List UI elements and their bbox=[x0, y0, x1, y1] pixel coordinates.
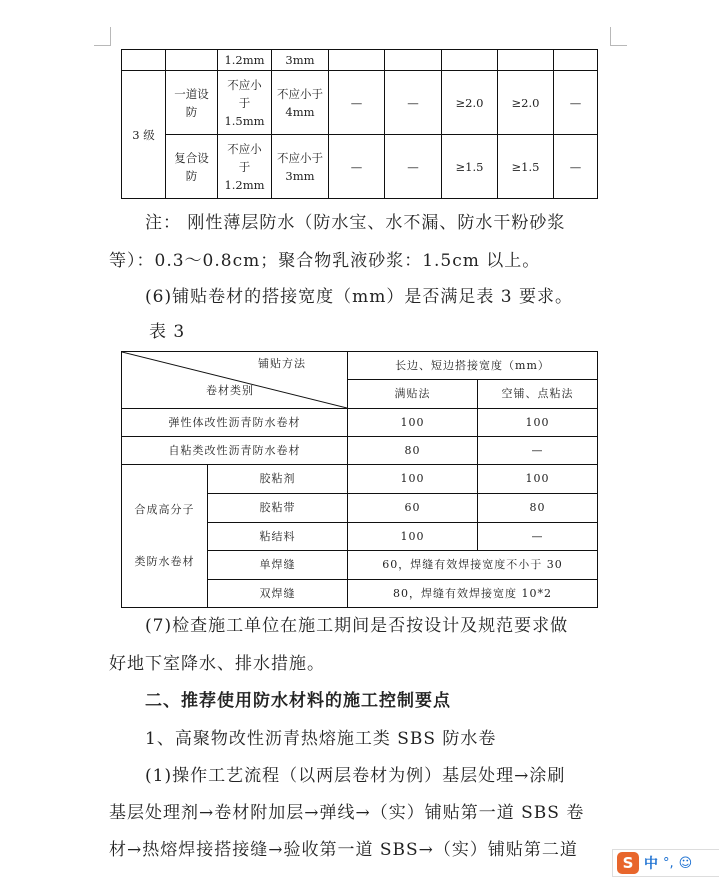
table-cell: — bbox=[554, 71, 598, 135]
page-corner-mark-right bbox=[610, 27, 627, 46]
table-cell: 双焊缝 bbox=[208, 580, 348, 608]
table-cell: 100 bbox=[348, 523, 478, 551]
table-cell: — bbox=[329, 71, 385, 135]
table-cell: 100 bbox=[478, 465, 598, 494]
table-header: 长边、短边搭接宽度（mm） bbox=[348, 352, 598, 380]
subsection-title: 1、高聚物改性沥青热熔施工类 SBS 防水卷 bbox=[145, 729, 497, 749]
table-cell: 自粘类改性沥青防水卷材 bbox=[122, 437, 348, 465]
ime-punctuation-toggle[interactable]: °, bbox=[663, 855, 674, 871]
table-cell: — bbox=[478, 437, 598, 465]
diagonal-header-cell bbox=[122, 352, 348, 409]
header-method-label: 铺贴方法 bbox=[258, 357, 306, 370]
note-line: 等）：0.3～0.8cm；聚合物乳液砂浆：1.5cm 以上。 bbox=[109, 251, 541, 271]
table-cell: 一道设防 bbox=[166, 71, 218, 135]
table-row bbox=[122, 437, 598, 465]
lap-width-table bbox=[121, 351, 598, 608]
table-caption: 表 3 bbox=[149, 322, 186, 342]
table-cell: 100 bbox=[478, 409, 598, 437]
table-cell: 1.2mm bbox=[218, 50, 272, 71]
process-line: (1)操作工艺流程（以两层卷材为例）基层处理→涂刷 bbox=[145, 766, 566, 786]
table-cell: 粘结料 bbox=[208, 523, 348, 551]
table-cell: 100 bbox=[348, 409, 478, 437]
ime-toolbar[interactable] bbox=[612, 849, 719, 877]
group-label-line: 合成高分子 bbox=[134, 503, 195, 516]
table-cell: 胶粘带 bbox=[208, 494, 348, 523]
table-row bbox=[122, 409, 598, 437]
process-line: 材→热熔焊接搭接缝→验收第一道 SBS→（实）铺贴第二道 bbox=[109, 840, 578, 860]
table-cell: ≥1.5 bbox=[498, 135, 554, 199]
table-row bbox=[122, 135, 598, 199]
table-cell: — bbox=[554, 135, 598, 199]
waterproof-grade-table bbox=[121, 49, 598, 199]
table-cell: — bbox=[385, 71, 442, 135]
table-cell: 复合设防 bbox=[166, 135, 218, 199]
grade-cell: 3 级 bbox=[122, 71, 166, 199]
section-heading: 二、推荐使用防水材料的施工控制要点 bbox=[145, 691, 451, 711]
table-cell: 不应小于4mm bbox=[272, 71, 329, 135]
table-cell: 不应小于1.2mm bbox=[218, 135, 272, 199]
paragraph-item-7-cont: 好地下室降水、排水措施。 bbox=[109, 654, 325, 674]
paragraph-item-6: (6)铺贴卷材的搭接宽度（mm）是否满足表 3 要求。 bbox=[145, 287, 573, 307]
table-cell: — bbox=[329, 135, 385, 199]
paragraph-item-7: (7)检查施工单位在施工期间是否按设计及规范要求做 bbox=[145, 616, 569, 636]
table-row bbox=[122, 50, 598, 71]
note-line: 注： 刚性薄层防水（防水宝、水不漏、防水干粉砂浆 bbox=[145, 213, 566, 233]
table-row bbox=[122, 465, 598, 494]
page-corner-mark-left bbox=[94, 27, 111, 46]
table-cell: 60，焊缝有效焊接宽度不小于 30 bbox=[348, 551, 598, 580]
table-cell: 不应小于1.5mm bbox=[218, 71, 272, 135]
table-cell: 80，焊缝有效焊接宽度 10*2 bbox=[348, 580, 598, 608]
table-cell: 100 bbox=[348, 465, 478, 494]
header-category-label: 卷材类别 bbox=[206, 384, 254, 397]
process-line: 基层处理剂→卷材附加层→弹线→（实）铺贴第一道 SBS 卷 bbox=[109, 803, 585, 823]
table-cell: 80 bbox=[478, 494, 598, 523]
table-cell: ≥2.0 bbox=[442, 71, 498, 135]
table-cell: ≥2.0 bbox=[498, 71, 554, 135]
table-row bbox=[122, 71, 598, 135]
table-cell: 60 bbox=[348, 494, 478, 523]
table-header: 满贴法 bbox=[348, 380, 478, 409]
table-cell: ≥1.5 bbox=[442, 135, 498, 199]
table-cell: 弹性体改性沥青防水卷材 bbox=[122, 409, 348, 437]
table-cell: 胶粘剂 bbox=[208, 465, 348, 494]
table-cell: — bbox=[385, 135, 442, 199]
ime-mode-toggle[interactable]: 中 bbox=[644, 856, 658, 872]
ime-emoji-icon[interactable]: ☺ bbox=[678, 855, 693, 871]
table-cell: 3mm bbox=[272, 50, 329, 71]
group-label-line: 类防水卷材 bbox=[134, 555, 195, 568]
table-cell: 80 bbox=[348, 437, 478, 465]
group-label-cell bbox=[122, 465, 208, 608]
table-row bbox=[122, 352, 598, 380]
table-cell: — bbox=[478, 523, 598, 551]
table-cell: 不应小于3mm bbox=[272, 135, 329, 199]
sogou-logo-icon[interactable]: S bbox=[617, 852, 639, 874]
table-header: 空铺、点粘法 bbox=[478, 380, 598, 409]
table-cell: 单焊缝 bbox=[208, 551, 348, 580]
